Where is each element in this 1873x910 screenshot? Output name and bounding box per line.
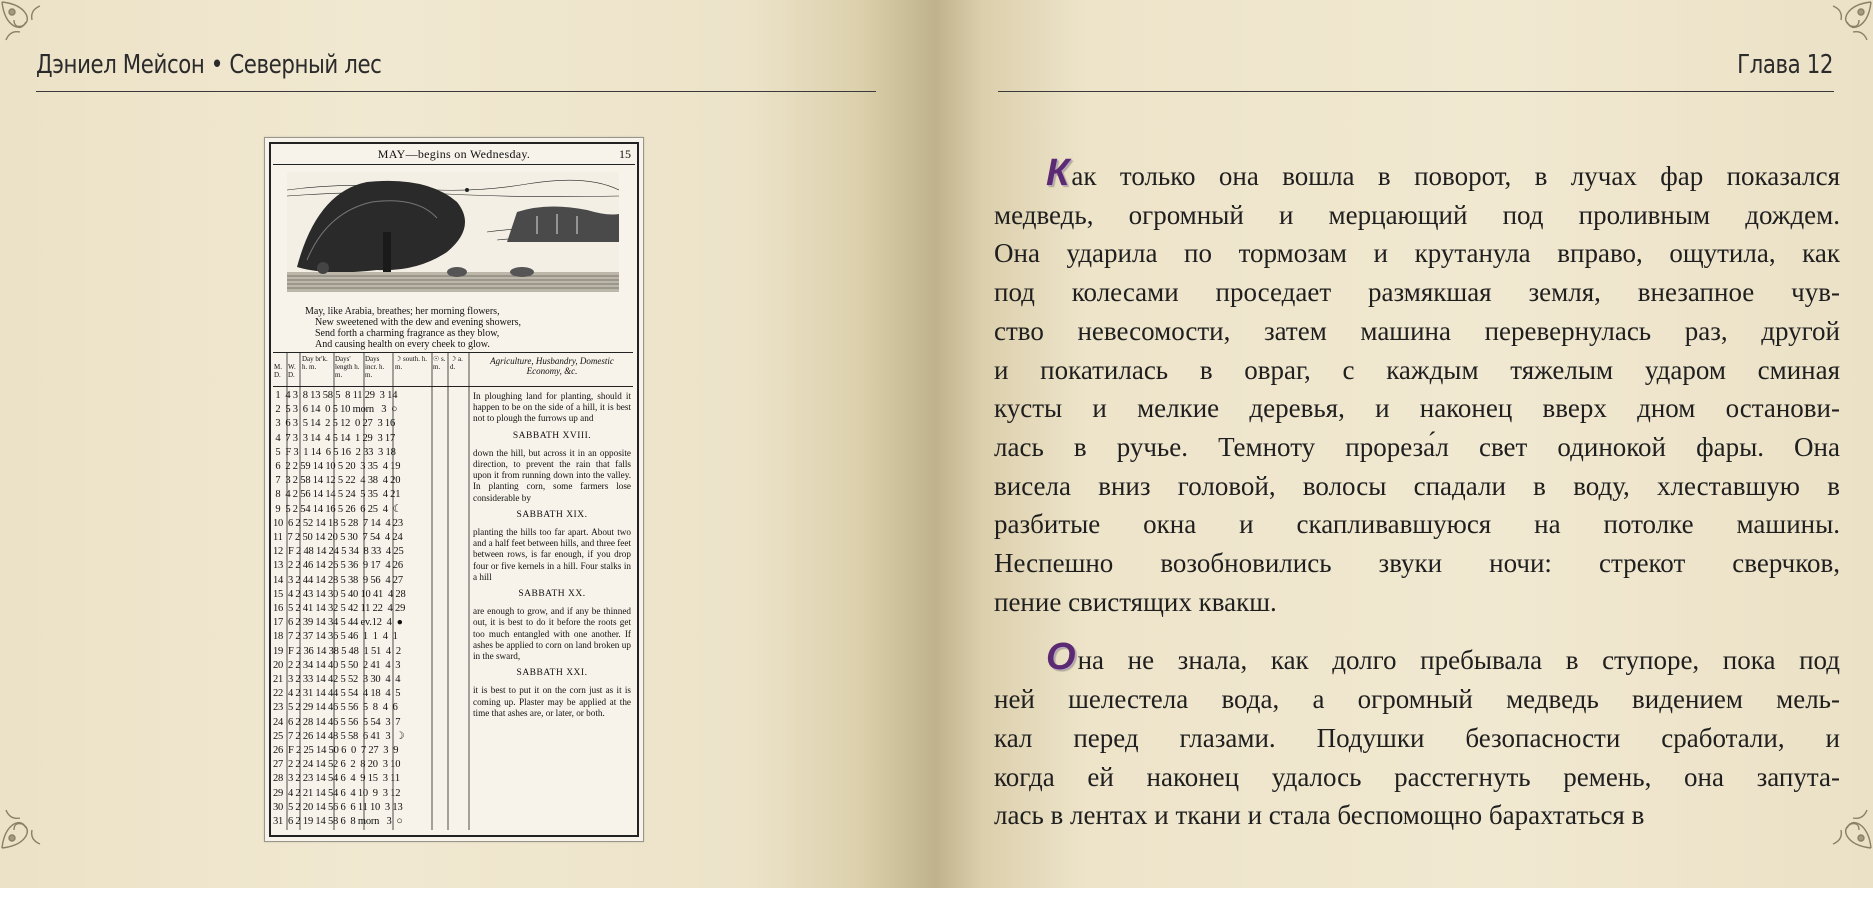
calendar-row: 11 7 2 50 14 20 5 30 7 54 4 24 bbox=[273, 532, 403, 544]
text-line bbox=[994, 428, 1840, 467]
text-line bbox=[994, 680, 1840, 719]
calendar-rows bbox=[273, 389, 469, 829]
calendar-row: 17 6 2 39 14 34 5 44 ev.12 4 ● bbox=[273, 617, 403, 629]
almanac-title: MAY—begins on Wednesday. bbox=[377, 147, 531, 161]
calendar-row: 1 4 3 8 13 58 5 8 11 29 3 14 bbox=[273, 390, 398, 401]
text-line bbox=[994, 758, 1840, 797]
calendar-row: 14 3 2 44 14 28 5 38 9 56 4 27 bbox=[273, 574, 403, 586]
column-header: W. D. bbox=[288, 363, 296, 379]
poem-line: May, like Arabia, breathes; her morning flowers, bbox=[305, 306, 500, 317]
text-line bbox=[994, 505, 1840, 544]
calendar-row: 28 3 2 23 14 54 6 4 9 15 3 11 bbox=[273, 773, 400, 785]
calendar-row: 29 4 2 21 14 54 6 4 10 9 3 12 bbox=[273, 787, 401, 799]
text-line bbox=[994, 583, 1840, 622]
almanac-poem bbox=[305, 306, 605, 350]
agriculture-notes bbox=[473, 391, 631, 722]
note-paragraph: planting the hills too far apart. About two and a half feet between hills, and three feet between rows, is far enough, if you drop four or five kernels in a hill. Four stalks in a hill bbox=[473, 527, 631, 582]
calendar-row: 26 F 2 25 14 50 6 0 7 27 3 9 bbox=[273, 745, 399, 757]
sabbath-heading: SABBATH XXI. bbox=[516, 668, 588, 679]
calendar-row: 15 4 2 43 14 30 5 40 10 41 4 28 bbox=[273, 588, 406, 600]
text-line-content: кусты и мелкие деревья, и наконец вверх дном останови- bbox=[994, 393, 1840, 424]
corner-ornament-icon bbox=[0, 790, 60, 850]
calendar-row: 9 5 2 54 14 16 5 26 6 25 4 ☾ bbox=[273, 503, 402, 515]
text-line bbox=[994, 312, 1840, 351]
calendar-row: 6 2 2 59 14 10 5 20 3 35 4 19 bbox=[273, 461, 401, 473]
text-line-content: кал перед глазами. Подушки безопасности сработали, и bbox=[994, 722, 1840, 753]
paragraph-2 bbox=[994, 638, 1840, 835]
note-paragraph: it is best to put it on the corn just as it is coming up. Plaster may be applied at the time that ashes are, or later, or both. bbox=[473, 685, 631, 718]
column-header: Days' length h. m. bbox=[335, 355, 360, 379]
text-line-content: висела вниз головой, волосы спадали в воду, хлеставшую в bbox=[994, 470, 1840, 501]
drop-cap: О bbox=[1046, 636, 1076, 679]
note-paragraph: In ploughing land for planting, should it happen to be on the side of a hill, it is best not to plough the furrows up and bbox=[473, 391, 631, 424]
calendar-row: 31 6 2 19 14 58 6 8 morn 3 ○ bbox=[273, 816, 403, 828]
running-head-chapter: Глава 12 bbox=[1737, 50, 1833, 80]
calendar-row: 4 7 3 3 14 4 5 14 1 29 3 17 bbox=[273, 432, 396, 444]
calendar-row: 21 3 2 33 14 42 5 52 3 30 4 4 bbox=[273, 674, 401, 686]
almanac-illustration bbox=[264, 137, 644, 842]
sabbath-heading: SABBATH XIX. bbox=[516, 509, 588, 520]
poem-line: And causing health on every cheek to glow. bbox=[315, 339, 490, 350]
note-paragraph: are enough to grow, and if any be thinned out, it is best to do it before the roots get too much entangled with one another. If ashes be applied to corn on land broken up in the sward, bbox=[473, 606, 631, 662]
column-header: M. D. bbox=[274, 363, 282, 379]
calendar-row: 7 3 2 58 14 12 5 22 4 38 4 20 bbox=[273, 475, 401, 487]
text-line-content: когда ей наконец удалось расстегнуть ремень, она запута- bbox=[994, 761, 1840, 792]
text-line bbox=[994, 638, 1840, 680]
column-header: ☉ s. m. bbox=[433, 355, 446, 371]
calendar-row: 30 5 2 20 14 56 6 6 11 10 3 13 bbox=[273, 801, 403, 813]
calendar-row: 20 2 2 34 14 40 5 50 2 41 4 3 bbox=[273, 659, 401, 671]
text-line-content: медведь, огромный и мерцающий под проливным дождем. bbox=[994, 199, 1840, 230]
text-line-content: ство невесомости, затем машина перевернулась раз, другой bbox=[994, 315, 1840, 346]
calendar-row: 18 7 2 37 14 36 5 46 1 1 4 1 bbox=[273, 631, 398, 643]
text-line bbox=[994, 389, 1840, 428]
text-line-content: ней шелестела вода, а огромный медведь видением мель- bbox=[994, 684, 1840, 715]
calendar-row: 24 6 2 28 14 46 5 56 5 54 3 7 bbox=[273, 716, 401, 728]
column-header: Day br'k. h. m. bbox=[302, 355, 328, 371]
drop-cap: К bbox=[1046, 152, 1070, 194]
text-line-content: на не знала, как долго пребывала в ступоре, пока под bbox=[1077, 645, 1840, 676]
almanac-page-number: 15 bbox=[619, 147, 631, 161]
calendar-row: 3 6 3 5 14 2 5 12 0 27 3 16 bbox=[273, 418, 396, 430]
calendar-row: 25 7 2 26 14 48 5 58 6 41 3 ☽ bbox=[273, 730, 405, 742]
calendar-row: 2 5 3 6 14 0 5 10 morn 3 ○ bbox=[273, 404, 398, 416]
body-text bbox=[994, 154, 1840, 835]
left-page[interactable] bbox=[0, 0, 936, 888]
text-line-content: разбитые окна и скапливавшуюся на потолке машины. bbox=[994, 509, 1840, 540]
table-column-headers bbox=[273, 353, 633, 387]
note-paragraph: down the hill, but across it in an opposite direction, to prevent the rain that falls upon it from running down into the valley. In planting corn, some farmers lose considerable by bbox=[473, 447, 631, 503]
calendar-row: 19 F 2 36 14 38 5 48 1 51 4 2 bbox=[273, 645, 401, 657]
woodcut-engraving-image bbox=[287, 172, 619, 292]
running-head-author-title: Дэниел Мейсон • Северный лес bbox=[36, 50, 382, 80]
calendar-row: 27 2 2 24 14 52 6 2 8 20 3 10 bbox=[273, 759, 401, 771]
text-line bbox=[994, 719, 1840, 758]
column-header: ☽ a. d. bbox=[450, 355, 463, 371]
header-rule bbox=[36, 91, 876, 92]
text-line-content: ак только она вошла в поворот, в лучах фар показался bbox=[1071, 161, 1840, 191]
bottom-margin bbox=[0, 888, 1873, 910]
column-header: Days incr. h. m. bbox=[365, 355, 385, 379]
calendar-row: 10 6 2 52 14 18 5 28 7 14 4 23 bbox=[273, 517, 403, 529]
text-line bbox=[994, 796, 1840, 835]
text-line bbox=[994, 351, 1840, 390]
almanac-calendar-table bbox=[273, 352, 633, 830]
text-line-content: и покатилась в овраг, с каждым тяжелым ударом сминая bbox=[994, 354, 1840, 385]
calendar-row: 5 F 3 1 14 6 5 16 2 33 3 18 bbox=[273, 446, 396, 458]
text-line bbox=[994, 234, 1840, 273]
agriculture-heading: Agriculture, Husbandry, Domestic Economy, &c. bbox=[490, 356, 614, 376]
calendar-row: 12 F 2 48 14 24 5 34 8 33 4 25 bbox=[273, 546, 404, 558]
calendar-row: 16 5 2 41 14 32 5 42 11 22 4 29 bbox=[273, 603, 406, 615]
text-line-content: лась в ручье. Темноту прореза́л свет одинокой фары. Она bbox=[994, 431, 1840, 462]
column-header: ☽ south. h. m. bbox=[395, 355, 427, 371]
sabbath-heading: SABBATH XX. bbox=[518, 589, 586, 600]
paragraph-1 bbox=[994, 154, 1840, 621]
text-line bbox=[994, 154, 1840, 196]
text-line bbox=[994, 196, 1840, 235]
poem-line: New sweetened with the dew and evening showers, bbox=[315, 317, 522, 328]
text-line-content: пение свистящих квакш. bbox=[994, 586, 1277, 617]
text-line-content: Неспешно возобновились звуки ночи: стрекот сверчков, bbox=[994, 548, 1840, 579]
text-line bbox=[994, 273, 1840, 312]
calendar-row: 13 2 2 46 14 26 5 36 9 17 4 26 bbox=[273, 560, 403, 572]
text-line bbox=[994, 467, 1840, 506]
calendar-row: 22 4 2 31 14 44 5 54 4 18 4 5 bbox=[273, 688, 401, 700]
calendar-row: 23 5 2 29 14 46 5 56 5 8 4 6 bbox=[273, 702, 398, 714]
text-line bbox=[994, 544, 1840, 583]
text-line-content: лась в лентах и ткани и стала беспомощно барахтаться в bbox=[994, 800, 1645, 831]
header-rule bbox=[998, 91, 1834, 92]
poem-line: Send forth a charming fragrance as they blow, bbox=[315, 328, 500, 339]
calendar-row: 8 4 2 56 14 14 5 24 5 35 4 21 bbox=[273, 489, 401, 501]
sabbath-heading: SABBATH XVIII. bbox=[512, 430, 592, 441]
text-line-content: под колесами проседает размякшая земля, внезапное чув- bbox=[994, 277, 1840, 308]
almanac-title-rule bbox=[273, 164, 635, 165]
text-line-content: Она ударила по тормозам и крутанула вправо, ощутила, как bbox=[994, 238, 1840, 269]
